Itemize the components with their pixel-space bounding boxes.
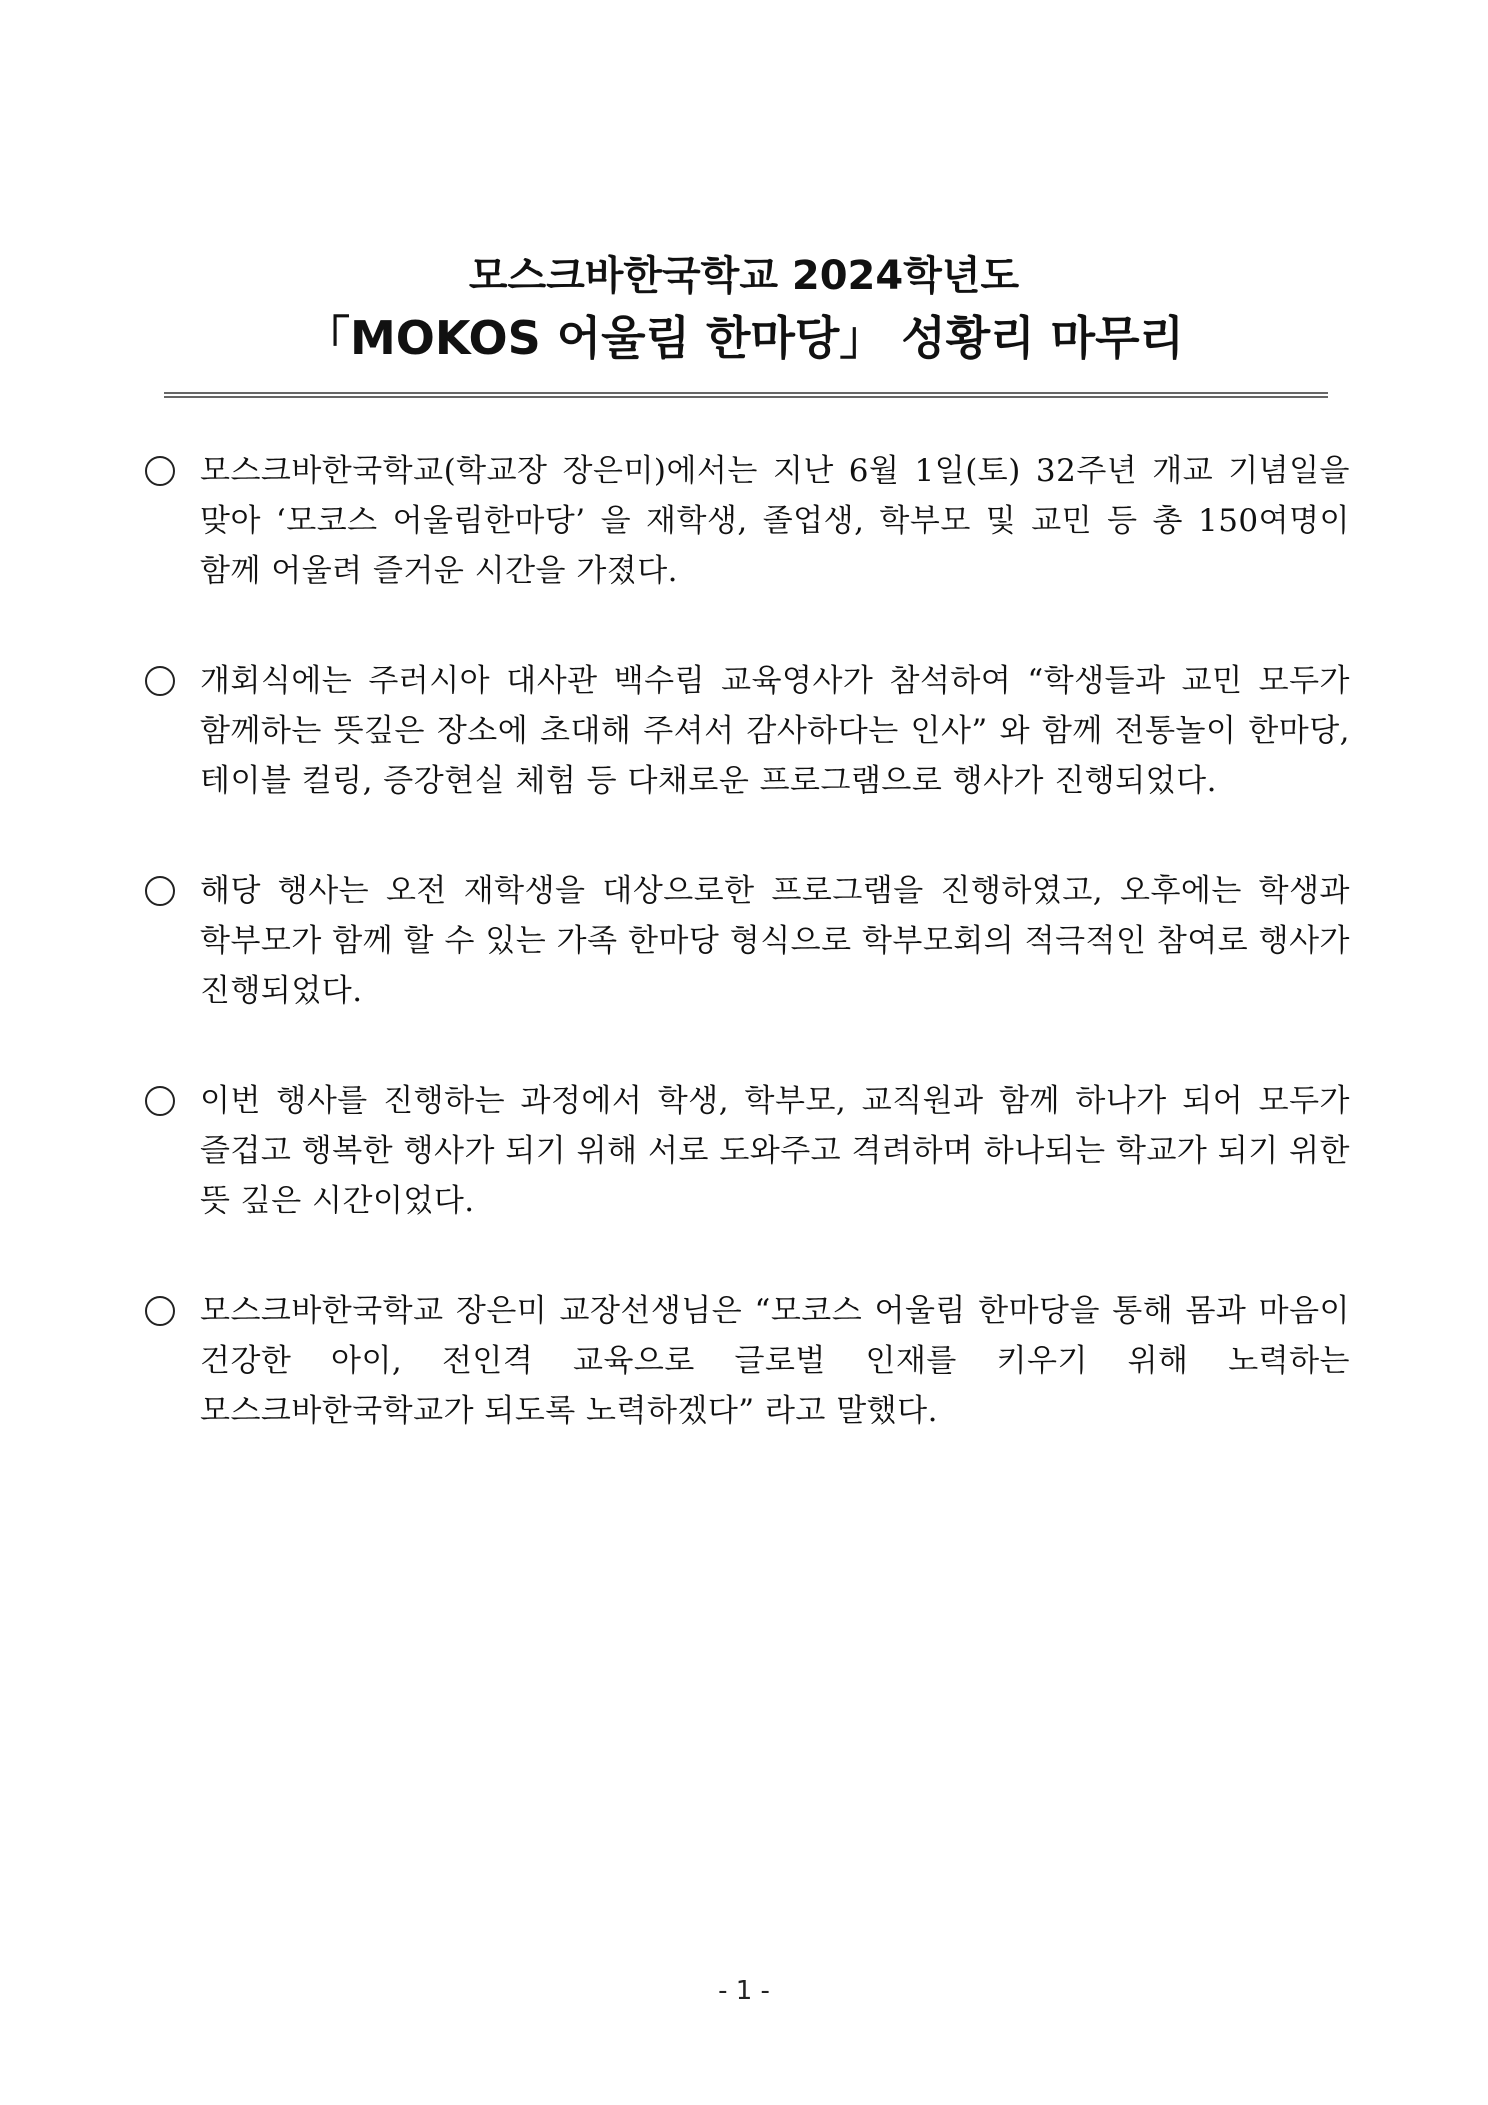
article-body [145,446,1350,1496]
circle-bullet-icon [145,1296,175,1326]
paragraph-text: 모스크바한국학교 장은미 교장선생님은 “모코스 어울림 한마당을 통해 몸과 마음이 건강한 아이, 전인격 교육으로 글로벌 인재를 키우기 위해 노력하는 모스크바한국학교가 되도록 노력하겠다” 라고 말했다. [200,1293,1350,1429]
paragraph-item [145,656,1350,806]
circle-bullet-icon [145,456,175,486]
paragraph-item [145,1076,1350,1226]
title-block [0,248,1488,370]
paragraph-text: 이번 행사를 진행하는 과정에서 학생, 학부모, 교직원과 함께 하나가 되어 모두가 즐겁고 행복한 행사가 되기 위해 서로 도와주고 격려하며 하나되는 학교가 되기 위한 뜻 깊은 시간이었다. [200,1083,1350,1219]
title-double-rule [164,392,1328,398]
circle-bullet-icon [145,876,175,906]
page-number: - 1 - [718,1976,770,2006]
circle-bullet-icon [145,666,175,696]
page-title-line2: 「MOKOS 어울림 한마당」 성황리 마무리 [304,311,1184,365]
paragraph-item [145,1286,1350,1436]
paragraph-text: 해당 행사는 오전 재학생을 대상으로한 프로그램을 진행하였고, 오후에는 학생과 학부모가 함께 할 수 있는 가족 한마당 형식으로 학부모회의 적극적인 참여로 행사가 진행되었다. [200,873,1350,1009]
paragraph-text: 개회식에는 주러시아 대사관 백수림 교육영사가 참석하여 “학생들과 교민 모두가 함께하는 뜻깊은 장소에 초대해 주셔서 감사하다는 인사” 와 함께 전통놀이 한마당, 테이블 컬링, 증강현실 체험 등 다채로운 프로그램으로 행사가 진행되었다. [200,663,1350,799]
paragraph-text: 모스크바한국학교(학교장 장은미)에서는 지난 6월 1일(토) 32주년 개교 기념일을 맞아 ‘모코스 어울림한마당’ 을 재학생, 졸업생, 학부모 및 교민 등 총 150여명이 함께 어울려 즐거운 시간을 가졌다. [200,453,1350,589]
paragraph-item [145,866,1350,1016]
circle-bullet-icon [145,1086,175,1116]
page-title-line1: 모스크바한국학교 2024학년도 [468,253,1020,299]
paragraph-item [145,446,1350,596]
